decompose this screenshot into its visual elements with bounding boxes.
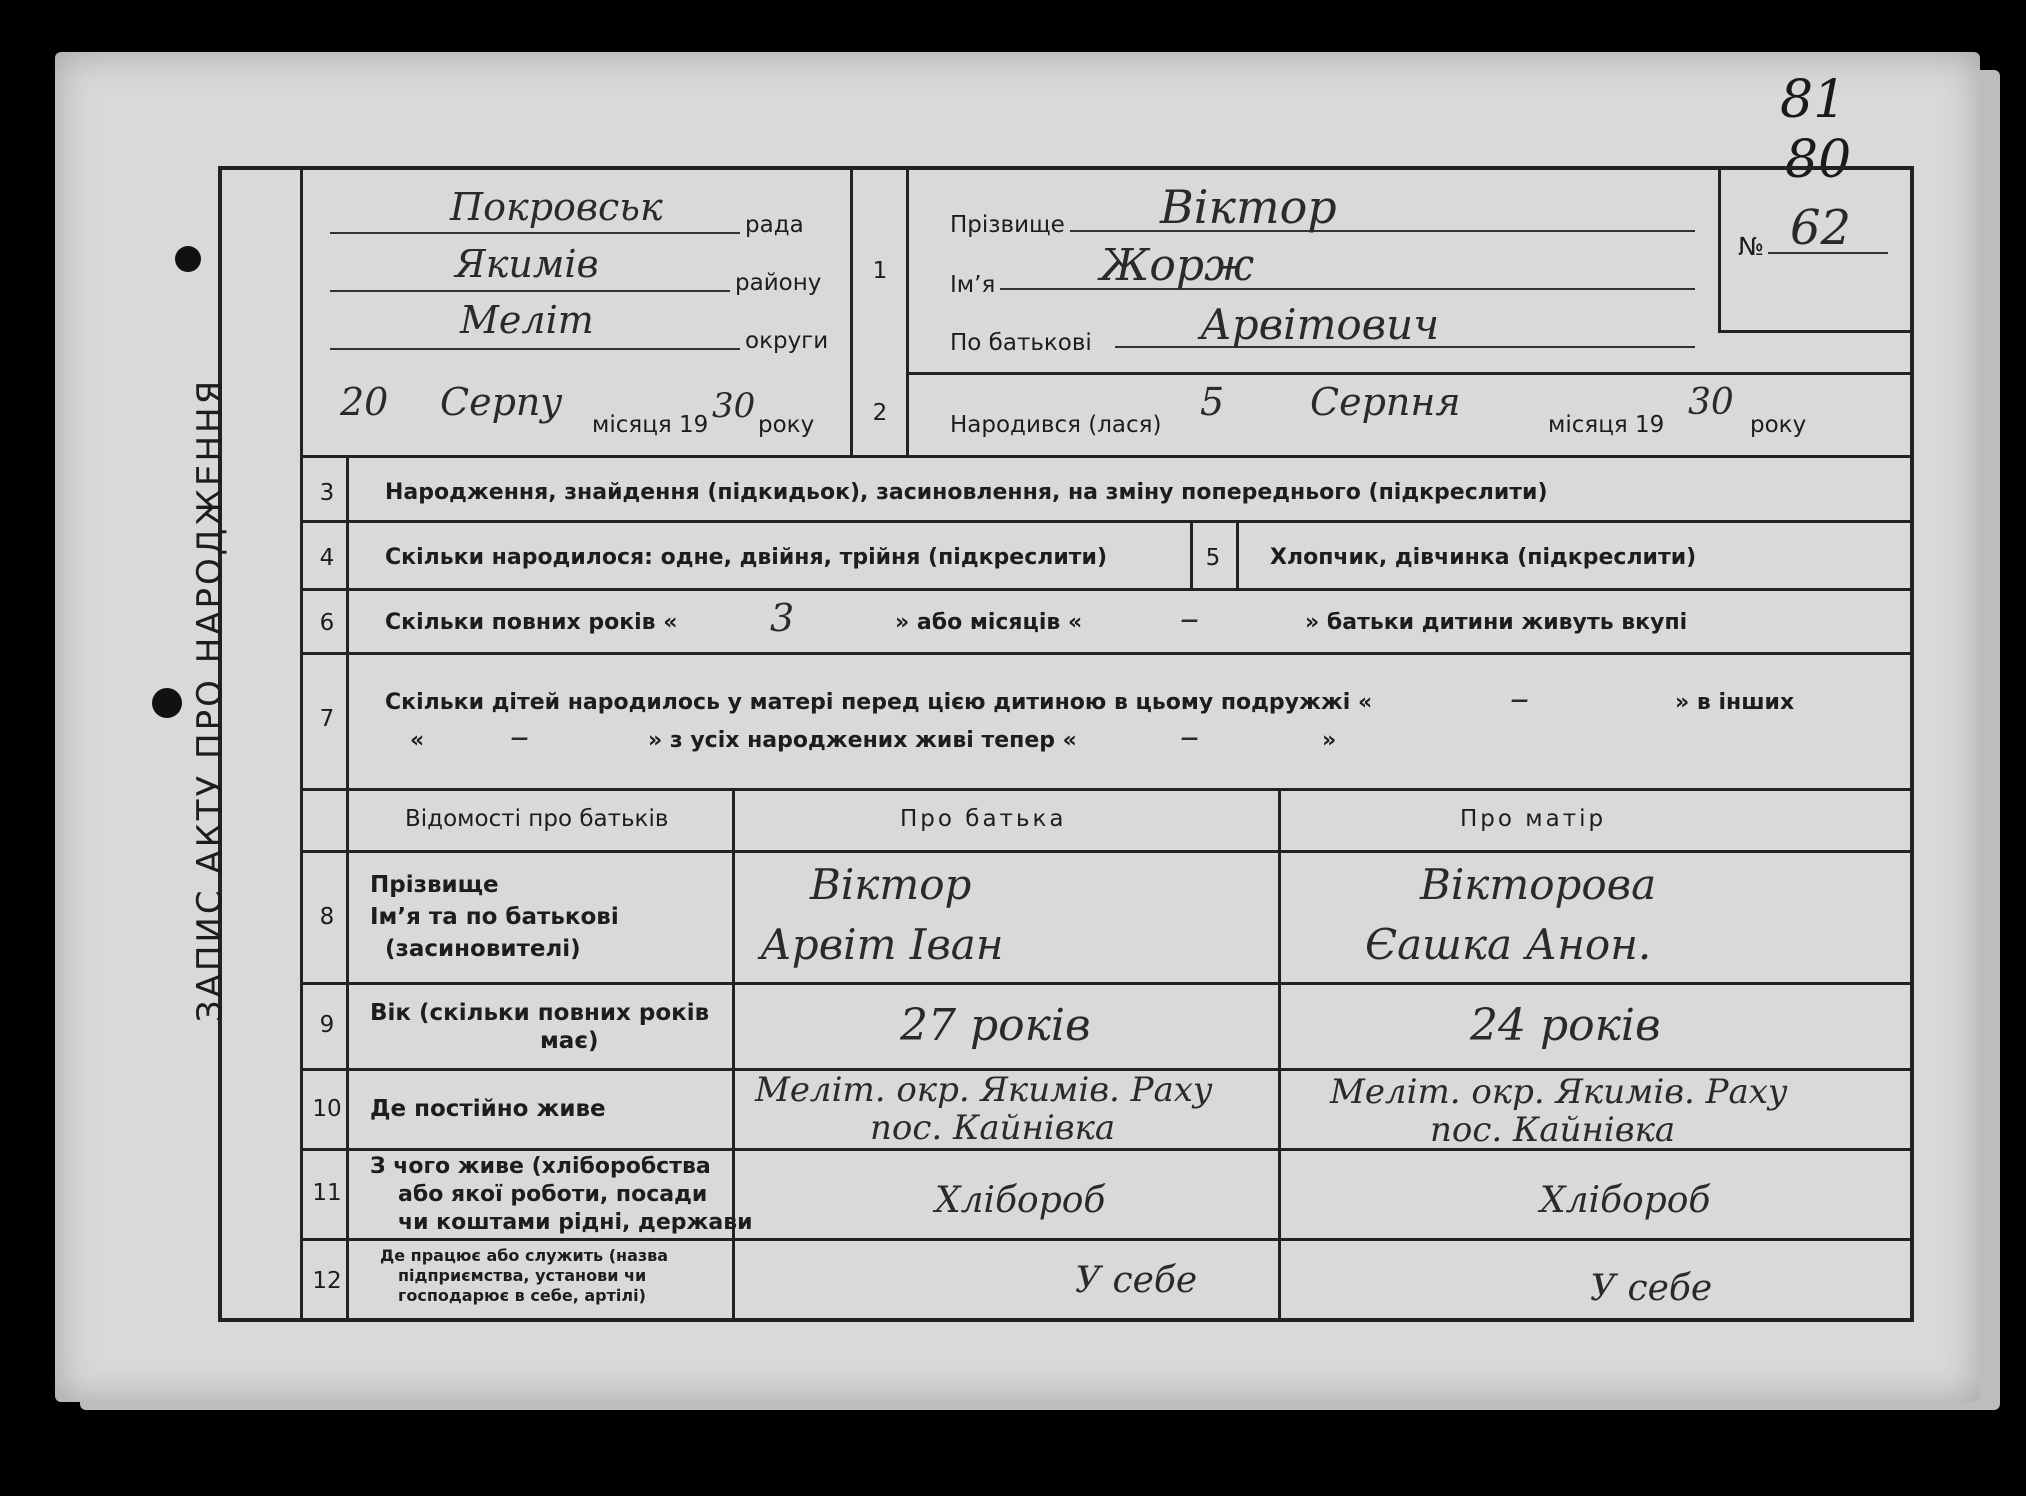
row7-line1-value: – [1510, 676, 1529, 720]
row8-label-2: Ім’я та по батькові [370, 904, 619, 930]
number-label: № [1738, 232, 1765, 261]
punch-hole-bottom [152, 688, 182, 718]
okrug-value: Меліт [460, 298, 594, 342]
divider [906, 372, 1914, 375]
row9-label-1: Вік (скільки повних років [370, 1000, 710, 1026]
rayon-value: Якимів [455, 242, 599, 286]
row6-years: 3 [770, 596, 795, 640]
rada-value: Покровськ [450, 185, 663, 229]
mother-residence-1: Меліт. окр. Якимів. Раху [1330, 1072, 1788, 1112]
divider [906, 166, 909, 456]
father-occupation: Хлібороб [935, 1180, 1106, 1221]
father-residence-2: пос. Кайнівка [870, 1108, 1116, 1148]
row-number: 7 [319, 706, 335, 732]
row7-line1-b: » в інших [1675, 690, 1795, 715]
corner-number-80: 80 [1785, 130, 1852, 190]
mother-name: Єашка Анон. [1365, 920, 1652, 969]
name-label: Ім’я [950, 272, 996, 298]
mother-occupation: Хлібороб [1540, 1180, 1711, 1221]
row6-text-b: » або місяців « [895, 610, 1083, 635]
row-number: 9 [319, 1012, 335, 1038]
divider [1718, 330, 1914, 333]
born-month-text: місяця 19 [1548, 412, 1665, 438]
row11-label-2: або якої роботи, посади [398, 1182, 708, 1207]
row12-label-1: Де працює або служить (назва [380, 1246, 669, 1265]
col-father-header: Про батька [900, 806, 1067, 832]
row8-label-1: Прізвище [370, 872, 499, 898]
born-year: 30 [1688, 382, 1734, 423]
born-day: 5 [1200, 380, 1225, 424]
mother-age: 24 років [1470, 1000, 1661, 1051]
divider [300, 520, 1914, 523]
row-number: 5 [1205, 545, 1221, 571]
divider [1236, 520, 1239, 588]
surname-label: Прізвище [950, 212, 1065, 238]
mother-workplace: У себе [1590, 1268, 1713, 1309]
date-day: 20 [340, 380, 389, 424]
row-number: 6 [319, 610, 335, 636]
punch-hole-top [175, 246, 201, 272]
col-mother-header: Про матір [1460, 806, 1607, 832]
divider [300, 788, 1914, 791]
divider [300, 588, 1914, 591]
divider [732, 788, 735, 1322]
row7-line2-b: » з усіх народжених живі тепер « [648, 728, 1077, 753]
row12-label-3: господарює в себе, артілі) [398, 1286, 646, 1305]
divider [1718, 166, 1721, 331]
name-value: Жорж [1100, 240, 1255, 291]
patronymic-label: По батькові [950, 330, 1092, 356]
row-number: 3 [319, 480, 335, 506]
okrug-label: округи [745, 328, 829, 354]
row7-line1-a: Скільки дітей народилось у матері перед цією дитиною в цьому подружжі « [385, 690, 1373, 715]
rayon-label: району [735, 270, 822, 296]
born-month: Серпня [1310, 380, 1461, 424]
date-month: Серпу [440, 380, 563, 424]
row12-label-2: підприємства, установи чи [398, 1266, 647, 1285]
born-year-text: року [1750, 412, 1807, 438]
row6-text-c: » батьки дитини живуть вкупі [1305, 610, 1688, 635]
row-number: 1 [872, 258, 888, 284]
father-surname: Віктор [810, 860, 972, 909]
row9-label-2: має) [540, 1028, 599, 1054]
row3-text: Народження, знайдення (підкидьок), засиновлення, на зміну попереднього (підкреслити) [385, 480, 1548, 505]
divider [300, 850, 1914, 853]
side-title: ЗАПИС АКТУ ПРО НАРОДЖЕННЯ [190, 377, 230, 1023]
mother-surname: Вікторова [1420, 860, 1657, 909]
row7-line2-value-a: – [510, 714, 529, 758]
row8-label-3: (засиновителі) [385, 936, 581, 962]
row5-text: Хлопчик, дівчинка (підкреслити) [1270, 545, 1697, 570]
row4-text: Скільки народилося: одне, двійня, трійня (підкреслити) [385, 545, 1107, 570]
father-workplace: У себе [1075, 1260, 1198, 1301]
divider [300, 982, 1914, 985]
row-number: 10 [312, 1096, 342, 1122]
patronymic-value: Арвітович [1200, 300, 1440, 349]
born-label: Народився (лася) [950, 412, 1162, 438]
col-info-header: Відомості про батьків [405, 806, 669, 832]
divider [300, 652, 1914, 655]
row11-label-3: чи коштами рідні, держави [398, 1210, 753, 1235]
father-name: Арвіт Іван [760, 920, 1004, 969]
date-year-text: року [758, 412, 815, 438]
row-number: 11 [312, 1180, 342, 1206]
divider [300, 455, 1914, 458]
divider [1278, 788, 1281, 1322]
row6-text-a: Скільки повних років « [385, 610, 678, 635]
row7-line2-value-b: – [1180, 714, 1199, 758]
row6-months: – [1180, 596, 1199, 640]
date-month-text: місяця 19 [592, 412, 709, 438]
date-year: 30 [712, 386, 756, 426]
father-age: 27 років [900, 1000, 1091, 1051]
row7-line2-c: » [1322, 728, 1337, 753]
number-value: 62 [1790, 200, 1852, 256]
row-number: 4 [319, 545, 335, 571]
father-residence-1: Меліт. окр. Якимів. Раху [755, 1070, 1213, 1110]
corner-number-81: 81 [1780, 70, 1847, 130]
divider [850, 166, 853, 456]
divider [300, 1238, 1914, 1241]
rada-label: рада [745, 212, 804, 238]
row10-label: Де постійно живе [370, 1096, 606, 1122]
row-number: 12 [312, 1268, 342, 1294]
row7-line2-a: « [410, 728, 425, 753]
row-number: 2 [872, 400, 888, 426]
row-number: 8 [319, 904, 335, 930]
row11-label-1: З чого живе (хліборобства [370, 1154, 711, 1179]
mother-residence-2: пос. Кайнівка [1430, 1110, 1676, 1150]
surname-value: Віктор [1160, 180, 1337, 234]
